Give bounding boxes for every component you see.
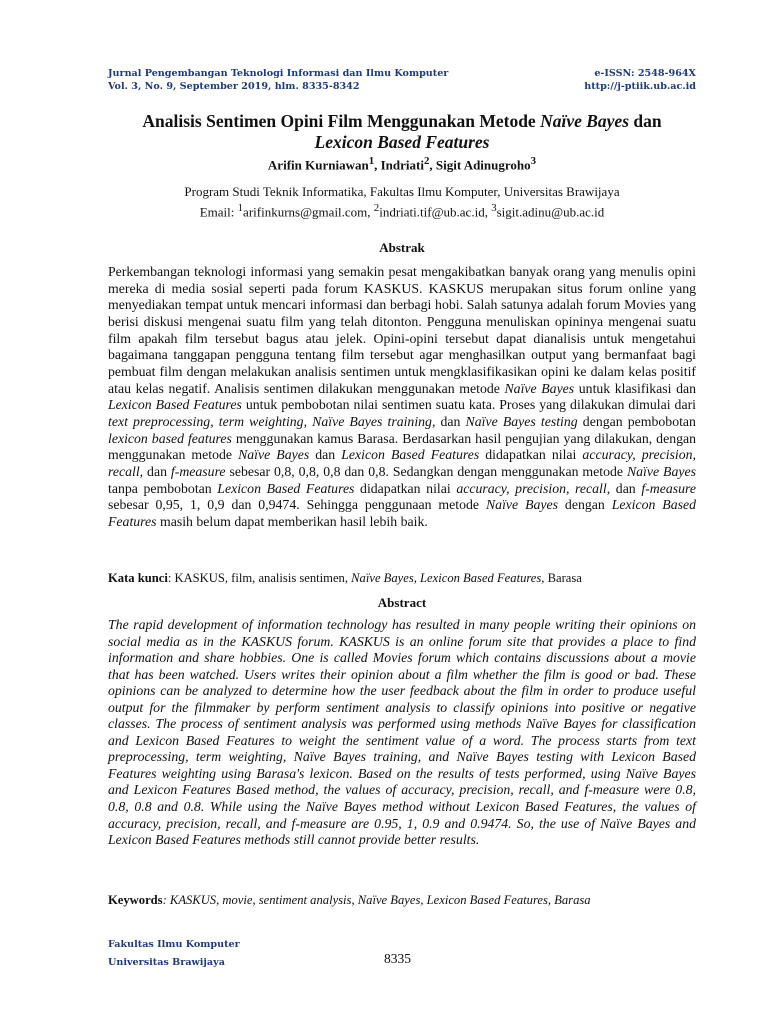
journal-name: Jurnal Pengembangan Teknologi Informasi dan Ilmu Komputer	[108, 68, 449, 79]
affiliation: Program Studi Teknik Informatika, Fakultas Ilmu Komputer, Universitas Brawijaya Email: $^1$arifinkurns@gmail.com, $^2$indriati.tif@ub.ac.id, $^3$sigit.adinu@ub.ac.id	[108, 184, 696, 220]
journal-eissn: e-ISSN: 2548-964X	[594, 68, 696, 79]
journal-issue: Vol. 3, No. 9, September 2019, hlm. 8335-8342	[108, 81, 360, 92]
footer-university: Universitas Brawijaya	[108, 957, 225, 968]
running-header	[108, 67, 696, 93]
abstrak-body: Perkembangan teknologi informasi yang semakin pesat mengakibatkan banyak orang yang menulis opini mereka di media sosial seperti pada forum KASKUS. KASKUS merupakan situs forum online yang menyediakan tempat untuk mencari informasi dan berbagi hobi. Salah satunya adalah forum Movies yang berisi diskusi mengenai suatu film yang telah ditonton. Pengguna menuliskan opininya mengenai suatu film apakah film tersebut bagus atau jelek. Opini-opini tersebut dapat dianalisis untuk mengetahui bagaimana tanggapan pengguna tentang film tersebut agar menghasilkan output yang bermanfaat bagi pembuat film dengan melakukan analisis sentimen untuk mengklasifikasikan opini ke dalam kelas positif atau kelas negatif. Analisis sentimen dilakukan menggunakan metode Naïve Bayes untuk klasifikasi dan Lexicon Based Features untuk pembobotan nilai sentimen suatu kata. Proses yang dilakukan dimulai dari text preprocessing, term weighting, Naïve Bayes training, dan Naïve Bayes testing dengan pembobotan lexicon based features menggunakan kamus Barasa. Berdasarkan hasil pengujian yang dilakukan, dengan menggunakan metode Naïve Bayes dan Lexicon Based Features didapatkan nilai accuracy, precision, recall, dan f-measure sebesar 0,8, 0,8, 0,8 dan 0,8. Sedangkan dengan menggunakan metode Naïve Bayes tanpa pembobotan Lexicon Based Features didapatkan nilai accuracy, precision, recall, dan f-measure sebesar 0,95, 1, 0,9 dan 0,9474. Sehingga penggunaan metode Naïve Bayes dengan Lexicon Based Features masih belum dapat memberikan hasil lebih baik.	[108, 264, 697, 529]
page-number: 8335	[384, 951, 411, 966]
abstrak-heading: Abstrak	[379, 240, 425, 255]
abstract-body: The rapid development of information technology has resulted in many people writing their opinions on social media as in the KASKUS forum. KASKUS is an online forum site that provides a place to find information and share hobbies. One is called Movies forum which contains discussions about a movie that has been watched. Users writes their opinion about a film whether the film is good or bad. These opinions can be analyzed to determine how the user feedback about the film in order to produce useful output for the filmmaker by perform sentiment analysis to classify opinions into positive or negative classes. The process of sentiment analysis was performed using methods Naïve Bayes for classification and Lexicon Based Features to weight the sentiment value of a word. The process starts from text preprocessing, term weighting, Naïve Bayes training, and Naïve Bayes testing with Lexicon Based Features weighting using Barasa's lexicon. Based on the results of tests performed, using Naïve Bayes and Lexicon Features Based method, the values of accuracy, precision, recall, and f-measure were 0.8, 0.8, 0.8 and 0.8. While using the Naïve Bayes method without Lexicon Based Features, the values of accuracy, precision, recall, and f-measure are 0.95, 1, 0.9 and 0.9474. So, the use of Naïve Bayes and Lexicon Based Features methods still cannot provide better results.	[108, 617, 696, 848]
email-line: Email: $^1$arifinkurns@gmail.com, $^2$indriati.tif@ub.ac.id, $^3$sigit.adinu@ub.ac.id	[199, 202, 605, 220]
footer-faculty: Fakultas Ilmu Komputer	[108, 939, 240, 950]
paper-title: Analisis Sentimen Opini Film Menggunakan Metode Naïve Bayes dan Lexicon Based Features	[142, 111, 662, 152]
keywords: Keywords: KASKUS, movie, sentiment analysis, Naïve Bayes, Lexicon Based Features, Barasa	[108, 893, 591, 907]
kata-kunci: Kata kunci: KASKUS, film, analisis sentimen, Naïve Bayes, Lexicon Based Features, Barasa	[108, 571, 582, 585]
author-list: Arifin Kurniawan$^1$, Indriati$^2$, Sigit Adinugroho$^3$	[267, 155, 537, 173]
abstract-heading: Abstract	[377, 595, 427, 610]
journal-url[interactable]: http://j-ptiik.ub.ac.id	[584, 81, 696, 92]
